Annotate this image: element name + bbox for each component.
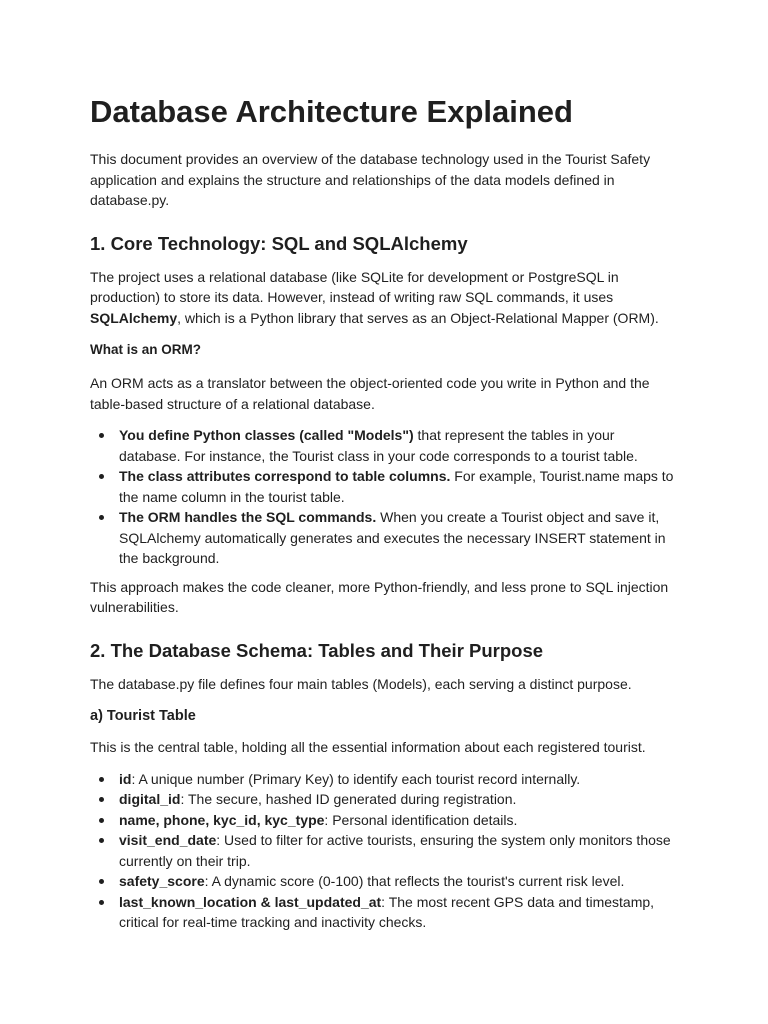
list-item: digital_id: The secure, hashed ID generated during registration. [90, 789, 678, 810]
sqlalchemy-term: SQLAlchemy [90, 309, 178, 326]
tourist-table-paragraph: This is the central table, holding all the essential information about each registered tourist. [90, 739, 646, 755]
orm-paragraph: An ORM acts as a translator between the object-oriented code you write in Python and the table-based structure of a relational database. [90, 375, 650, 412]
list-item: id: A unique number (Primary Key) to identify each tourist record internally. [90, 769, 678, 790]
tourist-fields-list [90, 769, 678, 933]
list-item: visit_end_date: Used to filter for active tourists, ensuring the system only monitors those currently on their trip. [90, 830, 678, 871]
list-item: safety_score: A dynamic score (0-100) that reflects the tourist's current risk level. [90, 871, 678, 892]
section-1-closing: This approach makes the code cleaner, more Python-friendly, and less prone to SQL injection vulnerabilities. [90, 578, 669, 615]
section-2-heading: 2. The Database Schema: Tables and Their Purpose [90, 639, 544, 661]
tourist-table-heading: a) Tourist Table [90, 708, 196, 724]
list-item: You define Python classes (called "Models") that represent the tables in your database. For instance, the Tourist class in your code corresponds to a tourist table. [90, 425, 678, 466]
section-1-heading: 1. Core Technology: SQL and SQLAlchemy [90, 232, 468, 254]
document-title: Database Architecture Explained [90, 94, 573, 129]
orm-heading: What is an ORM? [90, 342, 201, 357]
intro-paragraph: This document provides an overview of the database technology used in the Tourist Safety application and explains the structure and relationships of the data models defined in database.py. [90, 151, 651, 208]
list-item: last_known_location & last_updated_at: The most recent GPS data and timestamp, critical for real-time tracking and inactivity checks. [90, 892, 678, 933]
list-item: The class attributes correspond to table columns. For example, Tourist.name maps to the name column in the tourist table. [90, 466, 678, 507]
orm-bullet-list [90, 425, 678, 569]
section-2-paragraph: The database.py file defines four main tables (Models), each serving a distinct purpose. [90, 675, 632, 692]
list-item: The ORM handles the SQL commands. When you create a Tourist object and save it, SQLAlchemy automatically generates and executes the necessary INSERT statement in the background. [90, 507, 678, 569]
section-1-paragraph: The project uses a relational database (like SQLite for development or PostgreSQL in production) to store its data. However, instead of writing raw SQL commands, it uses SQLAlchemy, which is a Python library that serves as an Object-Relational Mapper (ORM). [90, 268, 659, 326]
list-item: name, phone, kyc_id, kyc_type: Personal identification details. [90, 810, 678, 831]
